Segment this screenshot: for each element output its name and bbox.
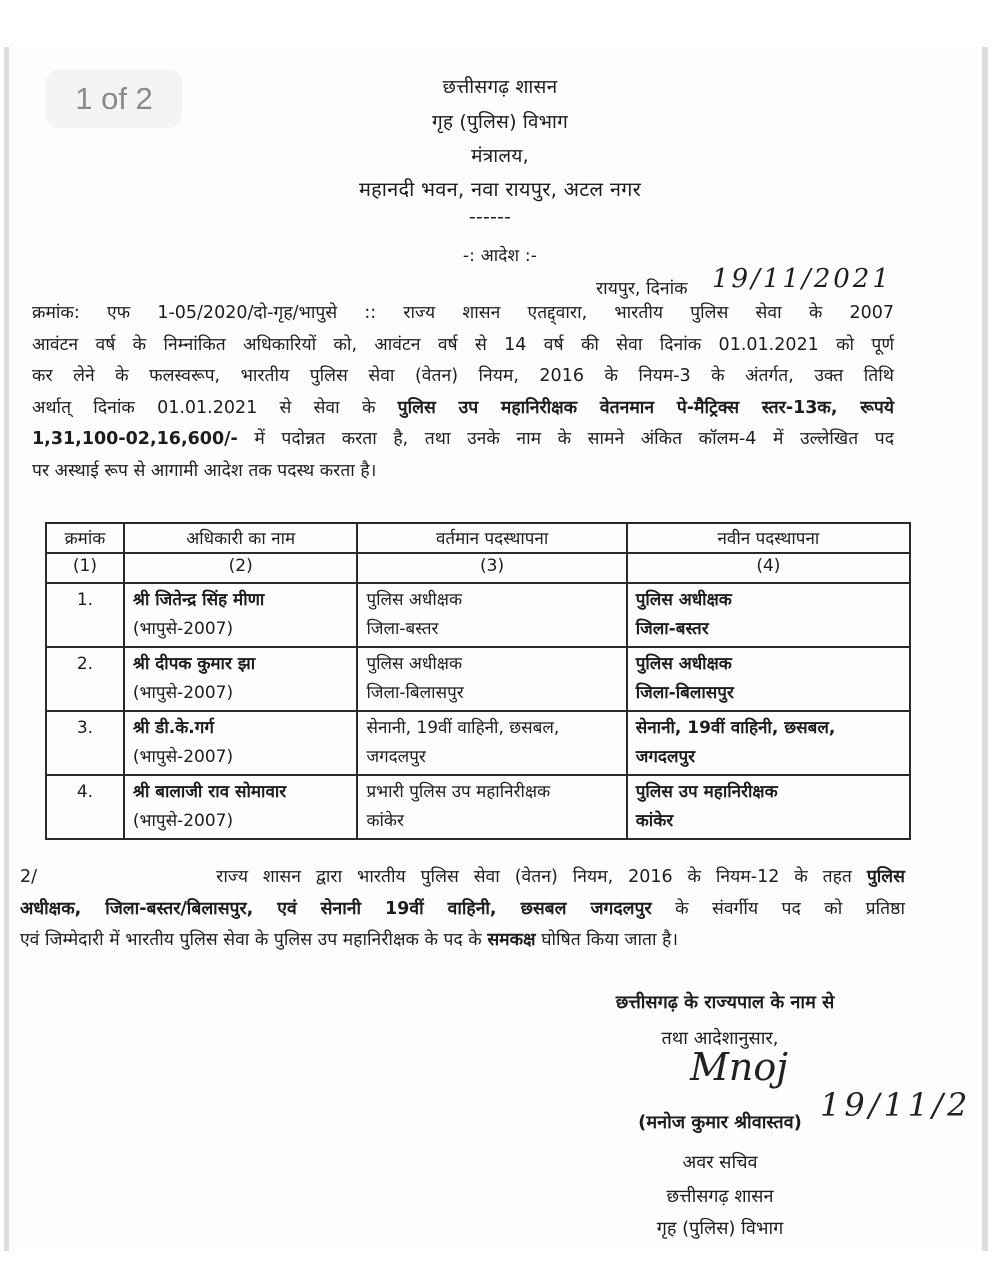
new-posting-cell bbox=[627, 583, 910, 647]
table-header: अधिकारी का नाम bbox=[124, 523, 358, 553]
table-header: वर्तमान पदस्थापना bbox=[357, 523, 626, 553]
para1-pay-amount: 1,31,100-02,16,600/- bbox=[32, 429, 238, 449]
header-ministry: मंत्रालय, bbox=[471, 145, 529, 167]
current-place: जगदलपुर bbox=[366, 747, 426, 767]
new-post: पुलिस अधीक्षक bbox=[635, 654, 732, 674]
table-header: क्रमांक bbox=[46, 523, 124, 553]
dateline-date: 19/11/2021 bbox=[712, 264, 892, 294]
officer-cell bbox=[124, 775, 358, 839]
new-posting-cell bbox=[627, 647, 910, 711]
posting-table bbox=[45, 522, 911, 840]
signatory-department: गृह (पुलिस) विभाग bbox=[656, 1218, 784, 1239]
new-post: सेनानी, 19वीं वाहिनी, छसबल, bbox=[635, 718, 836, 738]
para2-bold: समकक्ष bbox=[487, 930, 536, 950]
table-header-row bbox=[46, 523, 910, 553]
officer-batch: (भापुसे-2007) bbox=[132, 683, 234, 703]
para1-line-4 bbox=[32, 393, 894, 425]
current-post: पुलिस अधीक्षक bbox=[366, 590, 463, 610]
current-place: जिला-बिलासपुर bbox=[366, 683, 464, 703]
new-place: जगदलपुर bbox=[635, 747, 696, 767]
para2-number: 2/ bbox=[20, 867, 38, 887]
current-posting-cell bbox=[357, 647, 626, 711]
para1-pay-scale: पुलिस उप महानिरीक्षक वेतनमान पे-मैट्रिक्स स्तर-13क, रूपये bbox=[397, 397, 894, 418]
para1-text: अर्थात् दिनांक 01.01.2021 से सेवा के bbox=[32, 397, 376, 418]
current-place: कांकेर bbox=[366, 811, 404, 831]
dateline-label: रायपुर, दिनांक bbox=[596, 279, 688, 299]
order-paragraph-1 bbox=[32, 298, 894, 487]
para1-line: क्रमांक: एफ 1-05/2020/दो-गृह/भापुसे :: राज्य शासन एतद्द्वारा, भारतीय पुलिस सेवा के 2007 bbox=[32, 303, 894, 323]
para2-line-3 bbox=[20, 925, 905, 957]
para2-bold: अधीक्षक, जिला-बस्तर/बिलासपुर, एवं सेनानी 19वीं वाहिनी, छसबल जगदलपुर bbox=[20, 898, 652, 919]
officer-cell bbox=[124, 647, 358, 711]
para1-line: पर अस्थाई रूप से आगामी आदेश तक पदस्थ करता है। bbox=[32, 460, 377, 481]
new-place: जिला-बिलासपुर bbox=[635, 683, 734, 703]
signature-date: 19/11/2 bbox=[820, 1086, 972, 1124]
column-number: (2) bbox=[124, 553, 358, 583]
para1-line-5 bbox=[32, 424, 894, 456]
column-number: (4) bbox=[627, 553, 910, 583]
serial-cell: 1. bbox=[46, 583, 124, 647]
current-posting-cell bbox=[357, 583, 626, 647]
page-indicator: 1 of 2 bbox=[46, 70, 182, 128]
column-number: (1) bbox=[46, 553, 124, 583]
officer-cell bbox=[124, 583, 358, 647]
new-posting-cell bbox=[627, 711, 910, 775]
para2-text: घोषित किया जाता है। bbox=[541, 930, 678, 950]
para1-text: में पदोन्नत करता है, तथा उनके नाम के सामने अंकित कॉलम-4 में उल्लेखित पद bbox=[254, 429, 894, 449]
new-posting-cell bbox=[627, 775, 910, 839]
new-place: जिला-बस्तर bbox=[635, 619, 709, 639]
handwritten-signature: Mnoj bbox=[690, 1045, 789, 1089]
current-post: प्रभारी पुलिस उप महानिरीक्षक bbox=[366, 782, 551, 802]
signatory-designation: अवर सचिव bbox=[682, 1152, 758, 1173]
officer-name: श्री बालाजी राव सोमावार bbox=[132, 782, 287, 802]
order-title: -: आदेश :- bbox=[462, 246, 538, 266]
para2-bold: पुलिस bbox=[866, 867, 905, 887]
order-paragraph-2 bbox=[20, 862, 905, 957]
para2-line-2 bbox=[20, 894, 905, 926]
header-department: गृह (पुलिस) विभाग bbox=[432, 111, 568, 133]
para2-text: राज्य शासन द्वारा भारतीय पुलिस सेवा (वेतन) नियम, 2016 के नियम-12 के तहत bbox=[216, 867, 852, 887]
table-row bbox=[46, 583, 910, 647]
officer-name: श्री डी.के.गर्ग bbox=[132, 718, 214, 738]
officer-name: श्री जितेन्द्र सिंह मीणा bbox=[132, 590, 265, 610]
para2-text: के संवर्गीय पद को प्रतिष्ठा bbox=[675, 898, 905, 919]
para2-line-1 bbox=[20, 862, 905, 894]
officer-batch: (भापुसे-2007) bbox=[132, 811, 234, 831]
current-place: जिला-बस्तर bbox=[366, 619, 439, 639]
signatory-office: छत्तीसगढ़ शासन bbox=[666, 1186, 774, 1207]
serial-cell: 3. bbox=[46, 711, 124, 775]
officer-name: श्री दीपक कुमार झा bbox=[132, 654, 256, 674]
table-row bbox=[46, 711, 910, 775]
current-posting-cell bbox=[357, 775, 626, 839]
current-posting-cell bbox=[357, 711, 626, 775]
header-separator: ------ bbox=[468, 206, 512, 228]
column-number-row bbox=[46, 553, 910, 583]
para2-text: एवं जिम्मेदारी में भारतीय पुलिस सेवा के पुलिस उप महानिरीक्षक के पद के bbox=[20, 930, 482, 950]
column-number: (3) bbox=[357, 553, 626, 583]
table-header: नवीन पदस्थापना bbox=[627, 523, 910, 553]
new-post: पुलिस उप महानिरीक्षक bbox=[635, 782, 778, 802]
current-post: सेनानी, 19वीं वाहिनी, छसबल, bbox=[366, 718, 560, 738]
table-row bbox=[46, 647, 910, 711]
signatory-name: (मनोज कुमार श्रीवास्तव) bbox=[638, 1112, 802, 1133]
header-government: छत्तीसगढ़ शासन bbox=[442, 76, 558, 98]
new-place: कांकेर bbox=[635, 811, 674, 831]
header-address: महानदी भवन, नवा रायपुर, अटल नगर bbox=[358, 177, 641, 201]
signature-authority-2: तथा आदेशानुसार, bbox=[661, 1028, 779, 1049]
current-post: पुलिस अधीक्षक bbox=[366, 654, 463, 674]
new-post: पुलिस अधीक्षक bbox=[635, 590, 732, 610]
officer-cell bbox=[124, 711, 358, 775]
officer-batch: (भापुसे-2007) bbox=[132, 619, 234, 639]
signature-authority: छत्तीसगढ़ के राज्यपाल के नाम से bbox=[615, 992, 835, 1013]
serial-cell: 4. bbox=[46, 775, 124, 839]
table-row bbox=[46, 775, 910, 839]
para1-line: कर लेने के फलस्वरूप, भारतीय पुलिस सेवा (वेतन) नियम, 2016 के नियम-3 के अंतर्गत, उक्त तिथि bbox=[32, 366, 894, 386]
serial-cell: 2. bbox=[46, 647, 124, 711]
officer-batch: (भापुसे-2007) bbox=[132, 747, 234, 767]
para1-line: आवंटन वर्ष के निम्नांकित अधिकारियों को, आवंटन वर्ष से 14 वर्ष की सेवा दिनांक 01.01.2021 को पूर्ण bbox=[32, 334, 894, 355]
